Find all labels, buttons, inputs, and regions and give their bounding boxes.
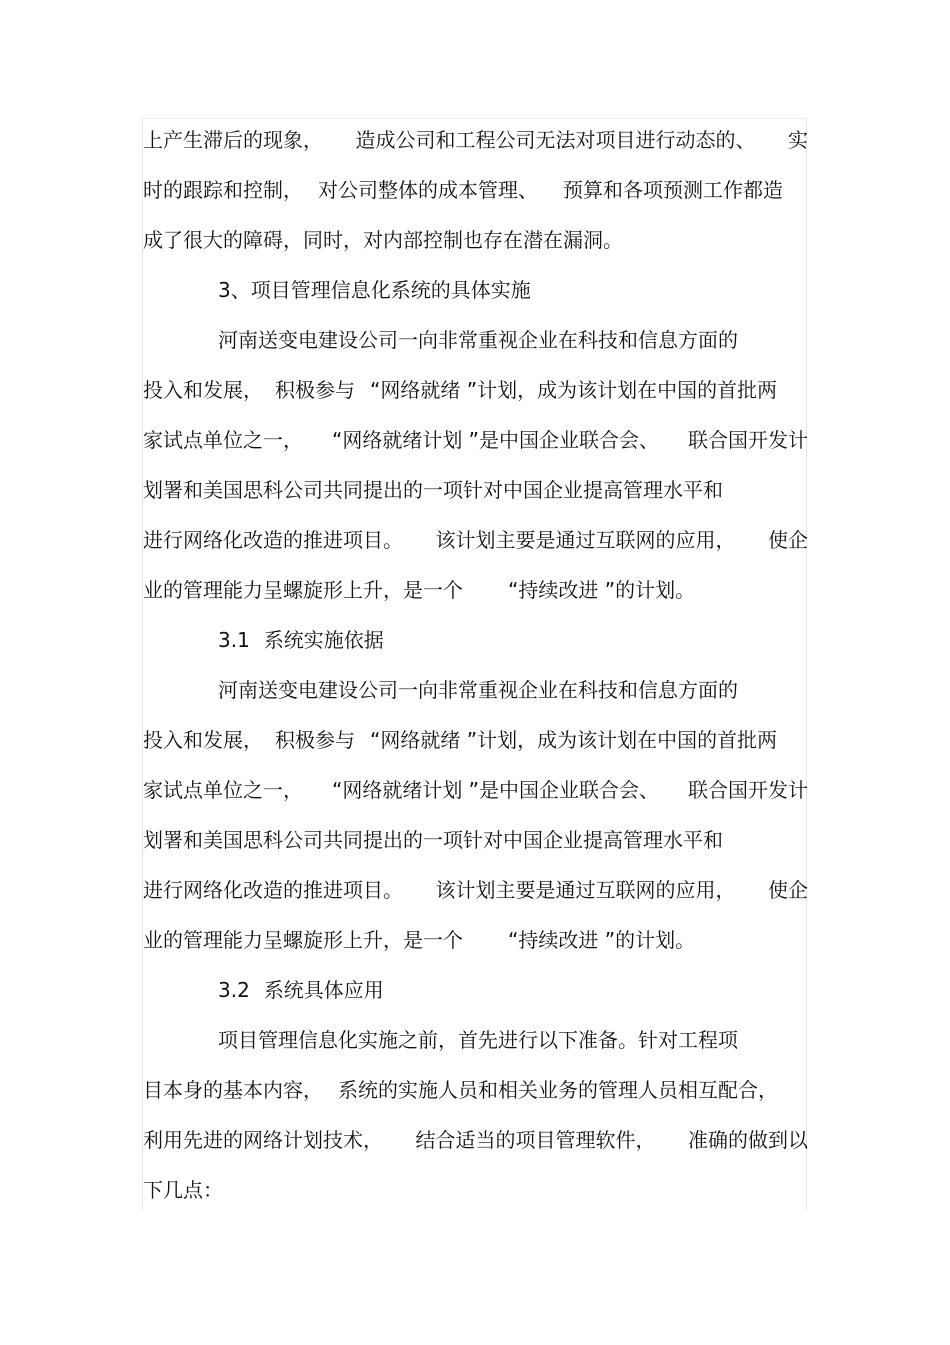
- text-segment: 利用先进的网络计划技术，: [143, 1128, 383, 1152]
- document-body: [143, 115, 808, 1215]
- text-segment: 联合国开发计: [688, 778, 808, 802]
- text-segment: 家试点单位之一，: [143, 428, 303, 452]
- text-line: [143, 215, 808, 265]
- heading-text: 3、项目管理信息化系统的具体实施: [218, 278, 531, 302]
- text-segment: 造成公司和工程公司无法对项目进行动态的、: [355, 128, 756, 152]
- text-segment: 家试点单位之一，: [143, 778, 303, 802]
- text-line: [143, 415, 808, 465]
- section-heading: [143, 965, 808, 1015]
- text-segment: 上产生滞后的现象，: [143, 128, 323, 152]
- text-segment: 对公司整体的成本管理、: [318, 178, 538, 202]
- text-segment: “持续改进 ”的计划。: [508, 578, 696, 602]
- text-segment: 使企: [768, 878, 808, 902]
- text-segment: 联合国开发计: [688, 428, 808, 452]
- text-segment: “持续改进 ”的计划。: [508, 928, 696, 952]
- text-segment: 积极参与: [275, 728, 355, 752]
- text-segment: 成了很大的障碍，同时，对内部控制也存在潜在漏洞。: [143, 228, 623, 252]
- text-segment: 进行网络化改造的推进项目。: [143, 528, 403, 552]
- text-segment: “网络就绪计划 ”是中国企业联合会、: [331, 778, 660, 802]
- text-line: [143, 1115, 808, 1165]
- paragraph-first-line: [143, 1015, 808, 1065]
- text-line: [143, 115, 808, 165]
- text-segment: 预算和各项预测工作都造: [563, 178, 783, 202]
- text-segment: 准确的做到以: [688, 1128, 808, 1152]
- text-line: [143, 165, 808, 215]
- text-segment: 该计划主要是通过互联网的应用，: [435, 878, 736, 902]
- heading-number: 3.2: [218, 978, 250, 1002]
- text-segment: 投入和发展，: [143, 378, 263, 402]
- text-segment: 目本身的基本内容，: [143, 1078, 323, 1102]
- text-line: [143, 865, 808, 915]
- heading-text: 系统实施依据: [263, 628, 384, 652]
- text-segment: 实: [788, 128, 808, 152]
- section-heading: [143, 265, 808, 315]
- text-segment: 系统的实施人员和相关业务的管理人员相互配合，: [338, 1078, 778, 1102]
- text-segment: 时的跟踪和控制，: [143, 178, 303, 202]
- text-segment: 进行网络化改造的推进项目。: [143, 878, 403, 902]
- text-segment: 划署和美国思科公司共同提出的一项针对中国企业提高管理水平和: [143, 828, 723, 852]
- text-line: [143, 765, 808, 815]
- text-segment: 使企: [768, 528, 808, 552]
- text-segment: 投入和发展，: [143, 728, 263, 752]
- text-line: [143, 365, 808, 415]
- text-segment: 下几点：: [143, 1178, 223, 1202]
- text-line: [143, 515, 808, 565]
- text-segment: 河南送变电建设公司一向非常重视企业在科技和信息方面的: [218, 678, 738, 702]
- text-line: [143, 715, 808, 765]
- paragraph-first-line: [143, 665, 808, 715]
- text-segment: 该计划主要是通过互联网的应用，: [435, 528, 736, 552]
- text-segment: 积极参与: [275, 378, 355, 402]
- text-line: [143, 915, 808, 965]
- paragraph-first-line: [143, 315, 808, 365]
- text-segment: 划署和美国思科公司共同提出的一项针对中国企业提高管理水平和: [143, 478, 723, 502]
- text-segment: “网络就绪 ”计划，成为该计划在中国的首批两: [370, 728, 778, 752]
- text-line: [143, 815, 808, 865]
- section-heading: [143, 615, 808, 665]
- text-segment: 业的管理能力呈螺旋形上升，是一个: [143, 578, 463, 602]
- text-segment: 结合适当的项目管理软件，: [415, 1128, 656, 1152]
- text-line: [143, 1065, 808, 1115]
- heading-number: 3.1: [218, 628, 250, 652]
- text-segment: “网络就绪 ”计划，成为该计划在中国的首批两: [370, 378, 778, 402]
- text-segment: 项目管理信息化实施之前，首先进行以下准备。针对工程项: [218, 1028, 738, 1052]
- text-line: [143, 465, 808, 515]
- heading-text: 系统具体应用: [263, 978, 384, 1002]
- text-line: [143, 1165, 808, 1215]
- text-line: [143, 565, 808, 615]
- text-segment: 业的管理能力呈螺旋形上升，是一个: [143, 928, 463, 952]
- text-segment: “网络就绪计划 ”是中国企业联合会、: [331, 428, 660, 452]
- text-segment: 河南送变电建设公司一向非常重视企业在科技和信息方面的: [218, 328, 738, 352]
